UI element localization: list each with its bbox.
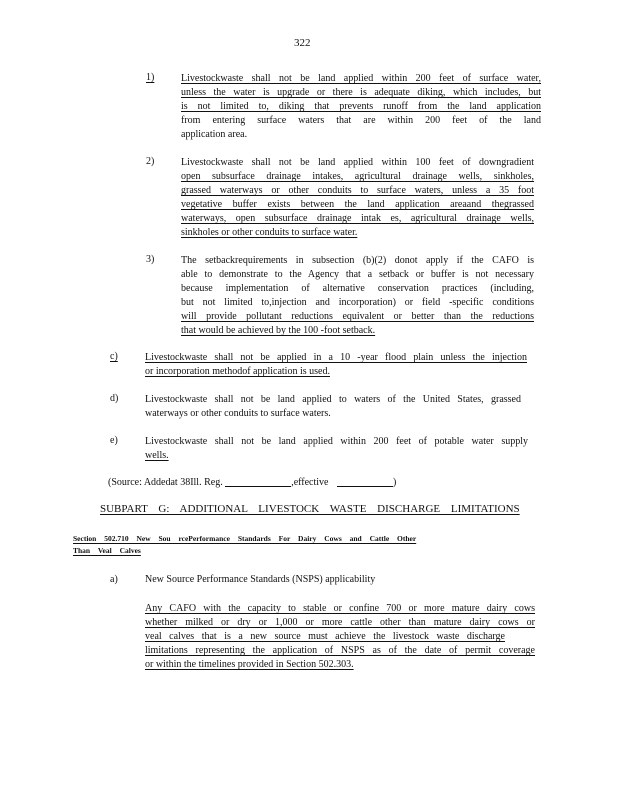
text-line: The setbackrequirements in subsection (b)(2) donot apply if the CAFO is (181, 255, 534, 266)
text-line: unless the water is upgrade or there is adequate diking, which includes, but (181, 87, 541, 98)
item-1-text (181, 72, 541, 142)
text-line: Livestockwaste shall not be land applied within 200 feet of potable water supply (145, 436, 528, 447)
source-note (108, 477, 396, 488)
text-line: Livestockwaste shall not be land applied within 100 feet of downgradient (181, 157, 534, 168)
item-c-marker: c) (110, 351, 118, 362)
text-line: waterways, open subsurface drainage intak es, agricultural drainage wells, (181, 213, 534, 224)
item-e-marker: e) (110, 435, 118, 446)
text-line: application area. (181, 129, 248, 140)
text-line: wells. (145, 450, 169, 461)
text-line: veal calves that is a new source must achieve the livestock waste discharge (145, 631, 505, 642)
item-3-marker: 3) (146, 254, 155, 265)
text-line: that would be achieved by the 100 -foot setback. (181, 325, 376, 336)
text-line: or incorporation methodof application is used. (145, 366, 330, 377)
text-line: because implementation of alternative conservation practices (including, (181, 283, 534, 294)
item-c-text (145, 351, 527, 379)
item-1-marker: 1) (146, 72, 155, 83)
item-2-marker: 2) (146, 156, 155, 167)
item-e-text (145, 435, 528, 463)
item-2-text (181, 156, 534, 240)
source-effective: ,effective (291, 477, 329, 488)
subsection-a-text (145, 602, 535, 672)
source-prefix: (Source: Addedat 38Ill. Reg. (108, 477, 223, 488)
subsection-a-marker: a) (110, 574, 118, 585)
text-line: Any CAFO with the capacity to stable or confine 700 or more mature dairy cows (145, 603, 535, 614)
section-heading (73, 533, 416, 557)
text-line: waterways or other conduits to surface waters. (145, 408, 331, 419)
section-heading-line-1: Section 502.710 New Sou rcePerformance Standards For Dairy Cows and Cattle Other (73, 534, 417, 543)
section-heading-line-2: Than Veal Calves (73, 546, 141, 555)
text-line: Livestockwaste shall not be land applied within 200 feet of surface water, (181, 73, 541, 84)
item-d-text (145, 393, 521, 421)
source-blank-line (225, 486, 291, 487)
text-line: sinkholes or other conduits to surface water. (181, 227, 358, 238)
text-line: grassed waterways or other conduits to surface waters, unless a 35 foot (181, 185, 534, 196)
text-line: able to demonstrate to the Agency that a setback or buffer is not necessary (181, 269, 534, 280)
text-line: whether milked or dry or 1,000 or more cattle other than mature dairy cows or (145, 617, 535, 628)
text-line: limitations representing the application of NSPS as of the date of permit coverage (145, 645, 535, 656)
source-date-blank-line (337, 486, 393, 487)
source-close: ) (393, 477, 397, 488)
text-line: or within the timelines provided in Section 502.303. (145, 659, 354, 670)
item-3-text (181, 254, 534, 338)
subsection-a-title: New Source Performance Standards (NSPS) applicability (145, 574, 376, 585)
item-d-marker: d) (110, 393, 119, 404)
text-line: from entering surface waters that are within 200 feet of the land (181, 115, 541, 126)
text-line: but not limited to,injection and incorporation) or field -specific conditions (181, 297, 534, 308)
text-line: will provide pollutant reductions equivalent or better than the reductions (181, 311, 534, 322)
text-line: vegetative buffer exists between the land application areaand thegrassed (181, 199, 534, 210)
page-number: 322 (294, 37, 311, 49)
text-line: Livestockwaste shall not be applied in a 10 -year flood plain unless the injection (145, 352, 527, 363)
text-line: is not limited to, diking that prevents runoff from the land application (181, 101, 541, 112)
text-line: open subsurface drainage intakes, agricultural drainage wells, sinkholes, (181, 171, 534, 182)
subpart-heading: SUBPART G: ADDITIONAL LIVESTOCK WASTE DISCHARGE LIMITATIONS (100, 503, 520, 515)
text-line: Livestockwaste shall not be land applied to waters of the United States, grassed (145, 394, 521, 405)
